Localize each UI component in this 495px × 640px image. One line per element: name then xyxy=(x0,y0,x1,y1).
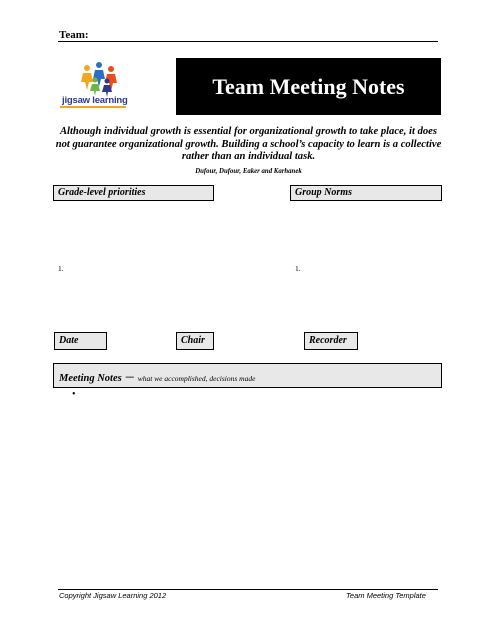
team-label: Team: xyxy=(59,29,89,41)
footer-template-name: Team Meeting Template xyxy=(346,591,426,600)
norms-heading: Group Norms xyxy=(290,185,442,201)
notes-bullet: • xyxy=(72,389,76,400)
date-label: Date xyxy=(54,332,107,350)
meeting-notes-dash: – xyxy=(125,368,138,385)
logo-underline xyxy=(60,106,126,108)
title-banner xyxy=(176,58,441,115)
footer-divider xyxy=(58,589,438,590)
logo-brand-text: jigsaw learning xyxy=(62,95,128,106)
meeting-notes-heading xyxy=(53,363,442,388)
quote-author: Dufour, Dufour, Eaker and Karhanek xyxy=(195,168,302,175)
priorities-list-item: 1. xyxy=(58,264,64,273)
team-underline xyxy=(58,41,438,42)
norms-list-item: 1. xyxy=(295,264,301,273)
footer-copyright: Copyright Jigsaw Learning 2012 xyxy=(59,591,167,600)
meeting-notes-title: Meeting Notes xyxy=(59,373,122,384)
quote-text: Although individual growth is essential for organizational growth to take place, it does not guarantee organizational growth. Building a school’s capacity to learn is a collective rather than an individual task. xyxy=(55,126,442,162)
priorities-heading: Grade-level priorities xyxy=(53,185,214,201)
meeting-notes-subtitle: what we accomplished, decisions made xyxy=(137,374,256,383)
chair-label: Chair xyxy=(176,332,214,350)
page-title: Team Meeting Notes xyxy=(212,73,405,99)
recorder-label: Recorder xyxy=(304,332,358,350)
